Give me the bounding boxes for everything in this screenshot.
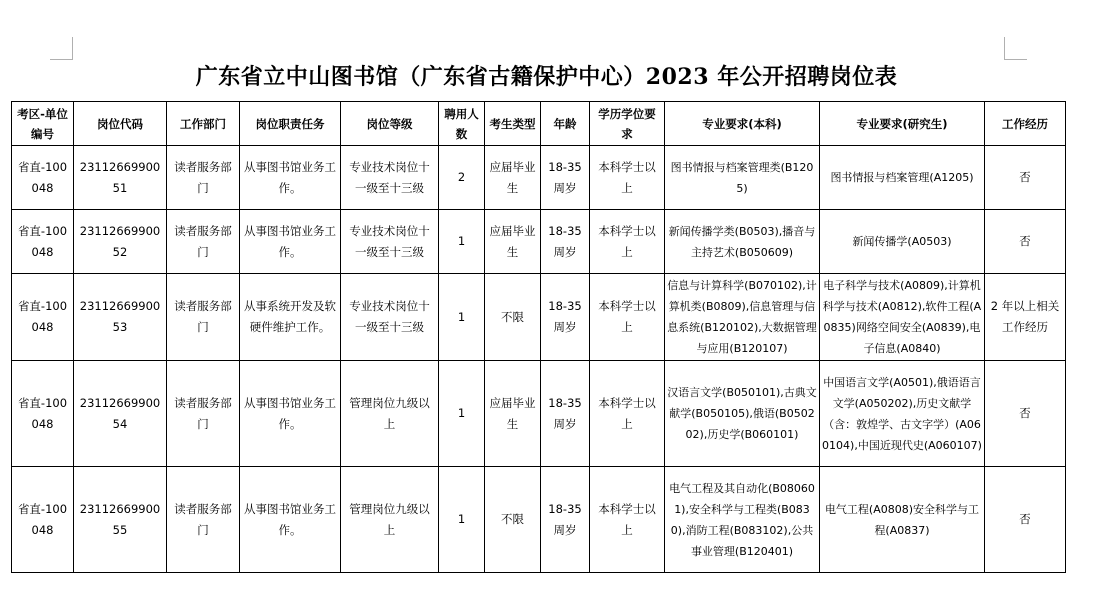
cell-age: 18-35周岁 (541, 146, 590, 210)
cell-count: 1 (439, 274, 485, 361)
cell-major-undergrad: 新闻传播学类(B0503),播音与主持艺术(B050609) (665, 210, 820, 274)
cell-age: 18-35周岁 (541, 210, 590, 274)
header-candidate-type: 考生类型 (485, 102, 541, 146)
recruitment-table (11, 101, 1066, 573)
cell-duties: 从事图书馆业务工作。 (240, 361, 341, 467)
cell-candidate-type: 应届毕业生 (485, 361, 541, 467)
page-corner-mark-left (50, 37, 73, 60)
header-unit-code: 考区-单位编号 (12, 102, 74, 146)
cell-education: 本科学士以上 (590, 467, 665, 573)
header-duties: 岗位职责任务 (240, 102, 341, 146)
table-row (12, 210, 1066, 274)
header-department: 工作部门 (167, 102, 240, 146)
cell-level: 管理岗位九级以上 (341, 467, 439, 573)
cell-age: 18-35周岁 (541, 361, 590, 467)
cell-experience: 否 (985, 146, 1066, 210)
cell-post-code: 2311266990051 (74, 146, 167, 210)
cell-candidate-type: 不限 (485, 274, 541, 361)
cell-level: 专业技术岗位十一级至十三级 (341, 274, 439, 361)
cell-age: 18-35周岁 (541, 467, 590, 573)
cell-count: 1 (439, 210, 485, 274)
cell-experience: 否 (985, 467, 1066, 573)
header-education: 学历学位要求 (590, 102, 665, 146)
cell-duties: 从事图书馆业务工作。 (240, 210, 341, 274)
cell-education: 本科学士以上 (590, 361, 665, 467)
cell-major-undergrad: 图书情报与档案管理类(B1205) (665, 146, 820, 210)
cell-count: 1 (439, 467, 485, 573)
cell-major-grad: 中国语言文学(A0501),俄语语言文学(A050202),历史文献学（含：敦煌学、古文字学）(A060104),中国近现代史(A060107) (820, 361, 985, 467)
cell-unit-code: 省直-100048 (12, 210, 74, 274)
cell-level: 管理岗位九级以上 (341, 361, 439, 467)
header-age: 年龄 (541, 102, 590, 146)
cell-department: 读者服务部门 (167, 361, 240, 467)
table-row (12, 146, 1066, 210)
cell-major-undergrad: 电气工程及其自动化(B080601),安全科学与工程类(B0830),消防工程(B083102),公共事业管理(B120401) (665, 467, 820, 573)
header-major-grad: 专业要求(研究生) (820, 102, 985, 146)
header-count: 聘用人数 (439, 102, 485, 146)
page-corner-mark-right (1004, 37, 1027, 60)
cell-duties: 从事系统开发及软硬件维护工作。 (240, 274, 341, 361)
header-experience: 工作经历 (985, 102, 1066, 146)
cell-major-undergrad: 信息与计算科学(B070102),计算机类(B0809),信息管理与信息系统(B120102),大数据管理与应用(B120107) (665, 274, 820, 361)
cell-candidate-type: 应届毕业生 (485, 146, 541, 210)
cell-unit-code: 省直-100048 (12, 274, 74, 361)
cell-unit-code: 省直-100048 (12, 146, 74, 210)
cell-education: 本科学士以上 (590, 146, 665, 210)
cell-post-code: 2311266990052 (74, 210, 167, 274)
cell-education: 本科学士以上 (590, 274, 665, 361)
cell-count: 1 (439, 361, 485, 467)
cell-department: 读者服务部门 (167, 146, 240, 210)
header-level: 岗位等级 (341, 102, 439, 146)
cell-candidate-type: 应届毕业生 (485, 210, 541, 274)
cell-major-grad: 电子科学与技术(A0809),计算机科学与技术(A0812),软件工程(A0835)网络空间安全(A0839),电子信息(A0840) (820, 274, 985, 361)
cell-unit-code: 省直-100048 (12, 467, 74, 573)
page-title: 广东省立中山图书馆（广东省古籍保护中心）2023 年公开招聘岗位表 (195, 64, 898, 90)
table-row (12, 274, 1066, 361)
cell-education: 本科学士以上 (590, 210, 665, 274)
cell-department: 读者服务部门 (167, 467, 240, 573)
header-post-code: 岗位代码 (74, 102, 167, 146)
cell-experience: 否 (985, 361, 1066, 467)
cell-department: 读者服务部门 (167, 274, 240, 361)
cell-post-code: 2311266990054 (74, 361, 167, 467)
cell-department: 读者服务部门 (167, 210, 240, 274)
cell-major-grad: 图书情报与档案管理(A1205) (820, 146, 985, 210)
cell-experience: 2 年以上相关工作经历 (985, 274, 1066, 361)
cell-level: 专业技术岗位十一级至十三级 (341, 146, 439, 210)
table-row (12, 361, 1066, 467)
cell-major-undergrad: 汉语言文学(B050101),古典文献学(B050105),俄语(B050202),历史学(B060101) (665, 361, 820, 467)
header-major-undergrad: 专业要求(本科) (665, 102, 820, 146)
cell-duties: 从事图书馆业务工作。 (240, 146, 341, 210)
cell-experience: 否 (985, 210, 1066, 274)
cell-post-code: 2311266990053 (74, 274, 167, 361)
cell-candidate-type: 不限 (485, 467, 541, 573)
cell-level: 专业技术岗位十一级至十三级 (341, 210, 439, 274)
table-row (12, 467, 1066, 573)
cell-major-grad: 新闻传播学(A0503) (820, 210, 985, 274)
table-header-row (12, 102, 1066, 146)
cell-duties: 从事图书馆业务工作。 (240, 467, 341, 573)
cell-unit-code: 省直-100048 (12, 361, 74, 467)
cell-post-code: 2311266990055 (74, 467, 167, 573)
cell-age: 18-35周岁 (541, 274, 590, 361)
cell-count: 2 (439, 146, 485, 210)
cell-major-grad: 电气工程(A0808)安全科学与工程(A0837) (820, 467, 985, 573)
